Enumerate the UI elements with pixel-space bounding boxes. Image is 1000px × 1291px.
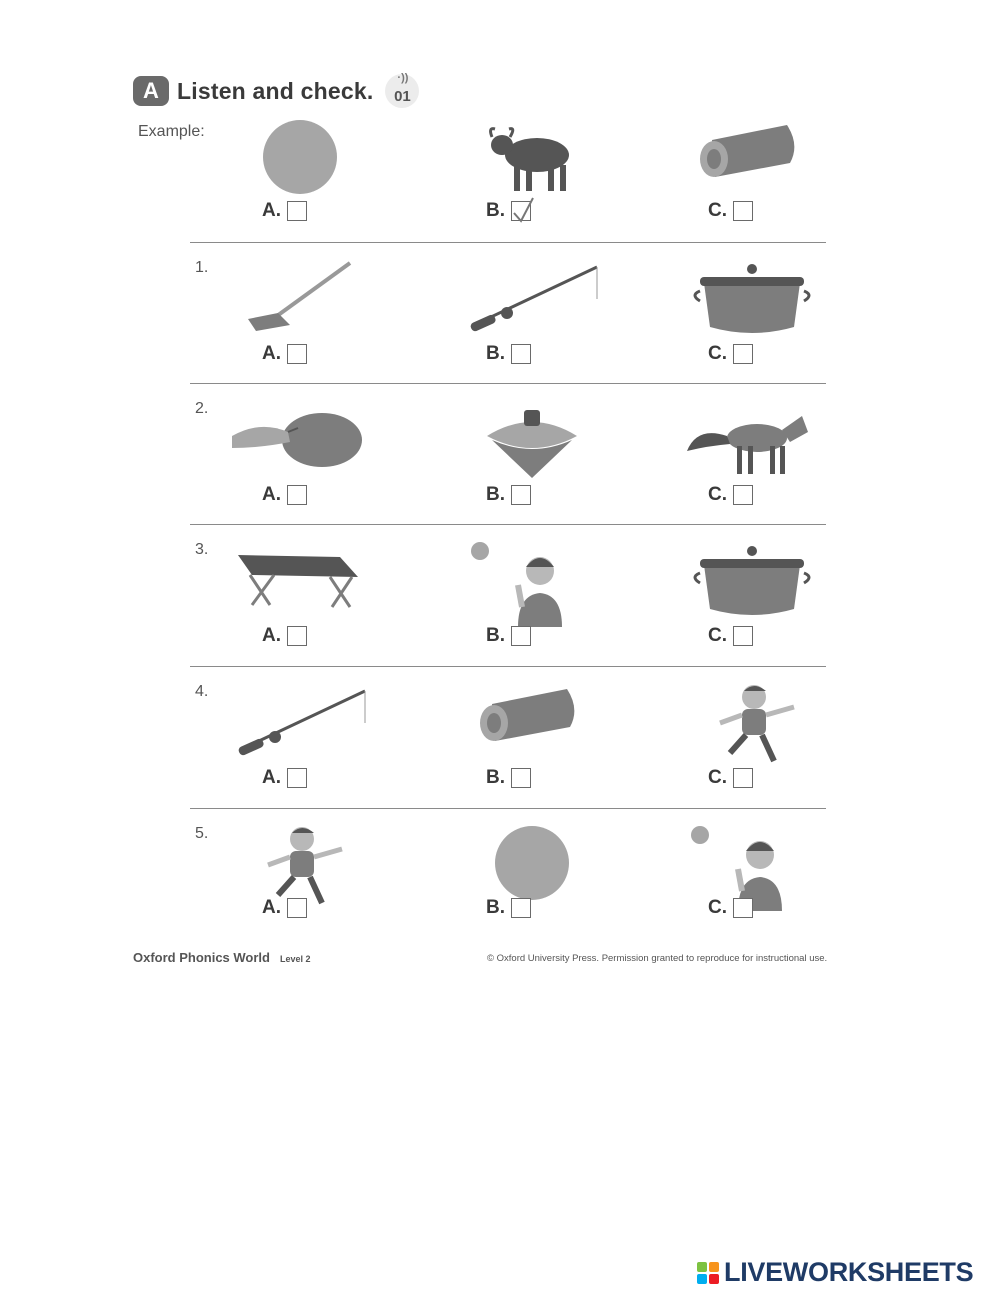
- question-number: 2.: [195, 400, 209, 417]
- example-row: [190, 115, 826, 233]
- option-letter: A.: [262, 767, 281, 788]
- answer-option[interactable]: [708, 625, 753, 647]
- option-letter: A.: [262, 200, 281, 221]
- fishing-rod-icon: [462, 255, 602, 345]
- answer-checkbox[interactable]: [287, 626, 307, 646]
- liveworksheets-logo: [697, 1262, 719, 1284]
- question-number: 5.: [195, 825, 209, 842]
- pot-icon: [682, 537, 822, 627]
- option-letter: A.: [262, 343, 281, 364]
- answer-option[interactable]: [262, 897, 307, 919]
- answer-checkbox[interactable]: [733, 201, 753, 221]
- answer-option[interactable]: [262, 343, 307, 365]
- answer-checkbox[interactable]: [511, 768, 531, 788]
- answer-option[interactable]: [262, 484, 307, 506]
- answer-checkbox[interactable]: [287, 898, 307, 918]
- sound-waves-icon: ·)): [397, 72, 409, 84]
- option-letter: B.: [486, 343, 505, 364]
- logo-tile: [697, 1274, 707, 1284]
- section-badge: A: [133, 76, 169, 106]
- answer-checkbox[interactable]: [287, 344, 307, 364]
- spinning-top-icon: [462, 396, 602, 486]
- pop-balloon-icon: [230, 396, 370, 486]
- fox-icon: [682, 396, 822, 486]
- logo-tile: [697, 1262, 707, 1272]
- track-number: 01: [394, 88, 411, 105]
- option-letter: B.: [486, 200, 505, 221]
- answer-checkbox[interactable]: [287, 768, 307, 788]
- answer-checkbox[interactable]: [511, 485, 531, 505]
- question-number: 3.: [195, 541, 209, 558]
- exercise-title: Listen and check.: [177, 77, 374, 104]
- question-row: [190, 242, 826, 384]
- logo-tile: [709, 1262, 719, 1272]
- answer-option[interactable]: [486, 200, 531, 222]
- option-letter: C.: [708, 625, 727, 646]
- ball-icon: [230, 115, 370, 205]
- log-icon: [462, 679, 602, 769]
- option-letter: A.: [262, 484, 281, 505]
- answer-checkbox[interactable]: [287, 201, 307, 221]
- level-label: Level 2: [280, 954, 311, 964]
- answer-checkbox[interactable]: [733, 485, 753, 505]
- hot-girl-icon: [462, 537, 602, 627]
- answer-checkbox[interactable]: [733, 898, 753, 918]
- answer-option[interactable]: [486, 767, 531, 789]
- option-letter: A.: [262, 625, 281, 646]
- answer-option[interactable]: [708, 767, 753, 789]
- option-letter: C.: [708, 897, 727, 918]
- exercise-header: [133, 74, 419, 108]
- answer-option[interactable]: [486, 897, 531, 919]
- answer-option[interactable]: [262, 200, 307, 222]
- cot-icon: [230, 537, 370, 627]
- answer-checkbox[interactable]: [511, 898, 531, 918]
- option-letter: B.: [486, 484, 505, 505]
- question-row: [190, 808, 826, 934]
- option-letter: C.: [708, 200, 727, 221]
- question-row: [190, 666, 826, 809]
- answer-option[interactable]: [708, 897, 753, 919]
- option-letter: C.: [708, 484, 727, 505]
- option-letter: B.: [486, 897, 505, 918]
- answer-checkbox[interactable]: [733, 768, 753, 788]
- answer-option[interactable]: [486, 484, 531, 506]
- check-mark-icon: [511, 196, 535, 224]
- pot-icon: [682, 255, 822, 345]
- answer-checkbox[interactable]: [733, 344, 753, 364]
- answer-option[interactable]: [262, 767, 307, 789]
- mop-icon: [230, 255, 370, 345]
- answer-option[interactable]: [486, 343, 531, 365]
- liveworksheets-watermark: [697, 1257, 973, 1288]
- answer-checkbox[interactable]: [733, 626, 753, 646]
- watermark-text: LIVEWORKSHEETS: [724, 1257, 974, 1287]
- option-letter: B.: [486, 625, 505, 646]
- answer-option[interactable]: [262, 625, 307, 647]
- ox-icon: [462, 115, 602, 205]
- option-letter: B.: [486, 767, 505, 788]
- copyright-notice: © Oxford University Press. Permission granted to reproduce for instructional use.: [487, 953, 828, 964]
- log-icon: [682, 115, 822, 205]
- option-letter: C.: [708, 343, 727, 364]
- question-number: 1.: [195, 259, 209, 276]
- ball-icon: [462, 821, 602, 911]
- audio-track-icon[interactable]: [385, 74, 419, 108]
- jogging-boy-icon: [682, 679, 822, 769]
- answer-checkbox[interactable]: [511, 626, 531, 646]
- logo-tile: [709, 1274, 719, 1284]
- fishing-rod-icon: [230, 679, 370, 769]
- example-label: Example:: [138, 123, 205, 140]
- answer-option[interactable]: [708, 200, 753, 222]
- answer-option[interactable]: [708, 484, 753, 506]
- option-letter: A.: [262, 897, 281, 918]
- series-name: Oxford Phonics World: [133, 950, 270, 965]
- answer-checkbox[interactable]: [511, 344, 531, 364]
- option-letter: C.: [708, 767, 727, 788]
- footer-series: [133, 950, 311, 965]
- question-row: [190, 524, 826, 667]
- question-number: 4.: [195, 683, 209, 700]
- checked-checkbox[interactable]: [511, 201, 531, 221]
- question-row: [190, 383, 826, 525]
- answer-checkbox[interactable]: [287, 485, 307, 505]
- answer-option[interactable]: [486, 625, 531, 647]
- answer-option[interactable]: [708, 343, 753, 365]
